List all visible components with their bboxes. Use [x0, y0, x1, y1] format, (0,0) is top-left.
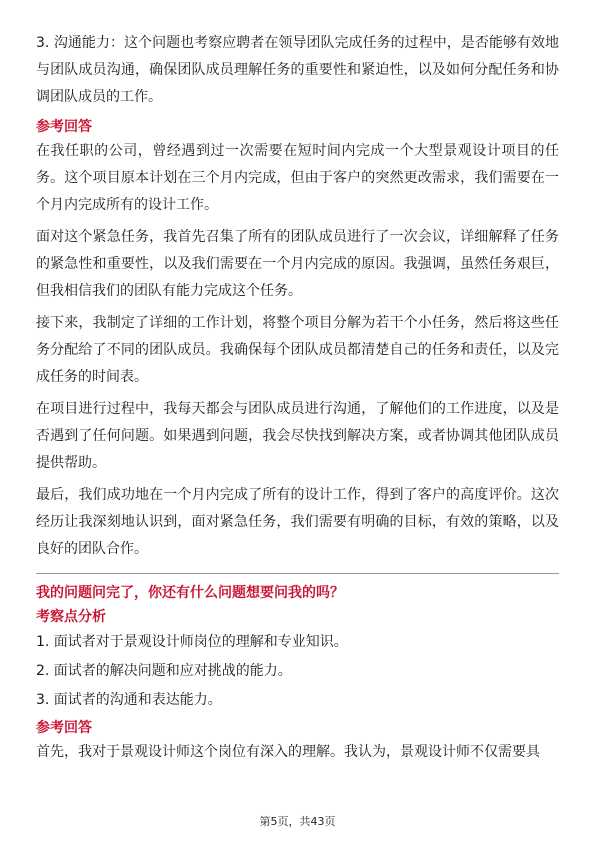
- answer-paragraph-1: 在我任职的公司，曾经遇到过一次需要在短时间内完成一个大型景观设计项目的任务。这个项目原本计划在三个月内完成，但由于客户的突然更改需求，我们需要在一个月内完成所有的设计工作。: [36, 143, 559, 213]
- answer-paragraph-5: 最后，我们成功地在一个月内完成了所有的设计工作，得到了客户的高度评价。这次经历让我深刻地认识到，面对紧急任务，我们需要有明确的目标，有效的策略，以及良好的团队合作。: [36, 487, 559, 557]
- analysis-heading: 考察点分析: [36, 609, 106, 625]
- answer-paragraph-3: 接下来，我制定了详细的工作计划，将整个项目分解为若干个小任务，然后将这些任务分配给了不同的团队成员。我确保每个团队成员都清楚自己的任务和责任，以及完成任务的时间表。: [36, 315, 559, 385]
- section-divider: [36, 573, 559, 574]
- reference-answer-heading: 参考回答: [36, 119, 92, 135]
- analysis-item: 3. 面试者的沟通和表达能力。: [36, 692, 222, 708]
- page-content: [36, 30, 559, 771]
- answer-paragraph-4: 在项目进行过程中，我每天都会与团队成员进行沟通，了解他们的工作进度，以及是否遇到了任何问题。如果遇到问题，我会尽快找到解决方案，或者协调其他团队成员提供帮助。: [36, 401, 559, 471]
- reference-answer-heading-2: 参考回答: [36, 720, 92, 736]
- final-paragraph: 首先，我对于景观设计师这个岗位有深入的理解。我认为，景观设计师不仅需要具: [36, 744, 540, 760]
- page-number-footer: 第5页，共43页: [259, 815, 336, 828]
- analysis-item: 1. 面试者对于景观设计师岗位的理解和专业知识。: [36, 634, 348, 650]
- answer-paragraph-2: 面对这个紧急任务，我首先召集了所有的团队成员进行了一次会议，详细解释了任务的紧急性和重要性，以及我们需要在一个月内完成的原因。我强调，虽然任务艰巨，但我相信我们的团队有能力完成这个任务。: [36, 229, 559, 299]
- question-heading: 我的问题问完了，你还有什么问题想要问我的吗？: [36, 585, 344, 601]
- intro-paragraph: 3. 沟通能力：这个问题也考察应聘者在领导团队完成任务的过程中，是否能够有效地与团队成员沟通，确保团队成员理解任务的重要性和紧迫性，以及如何分配任务和协调团队成员的工作。: [36, 35, 559, 105]
- analysis-item: 2. 面试者的解决问题和应对挑战的能力。: [36, 663, 292, 679]
